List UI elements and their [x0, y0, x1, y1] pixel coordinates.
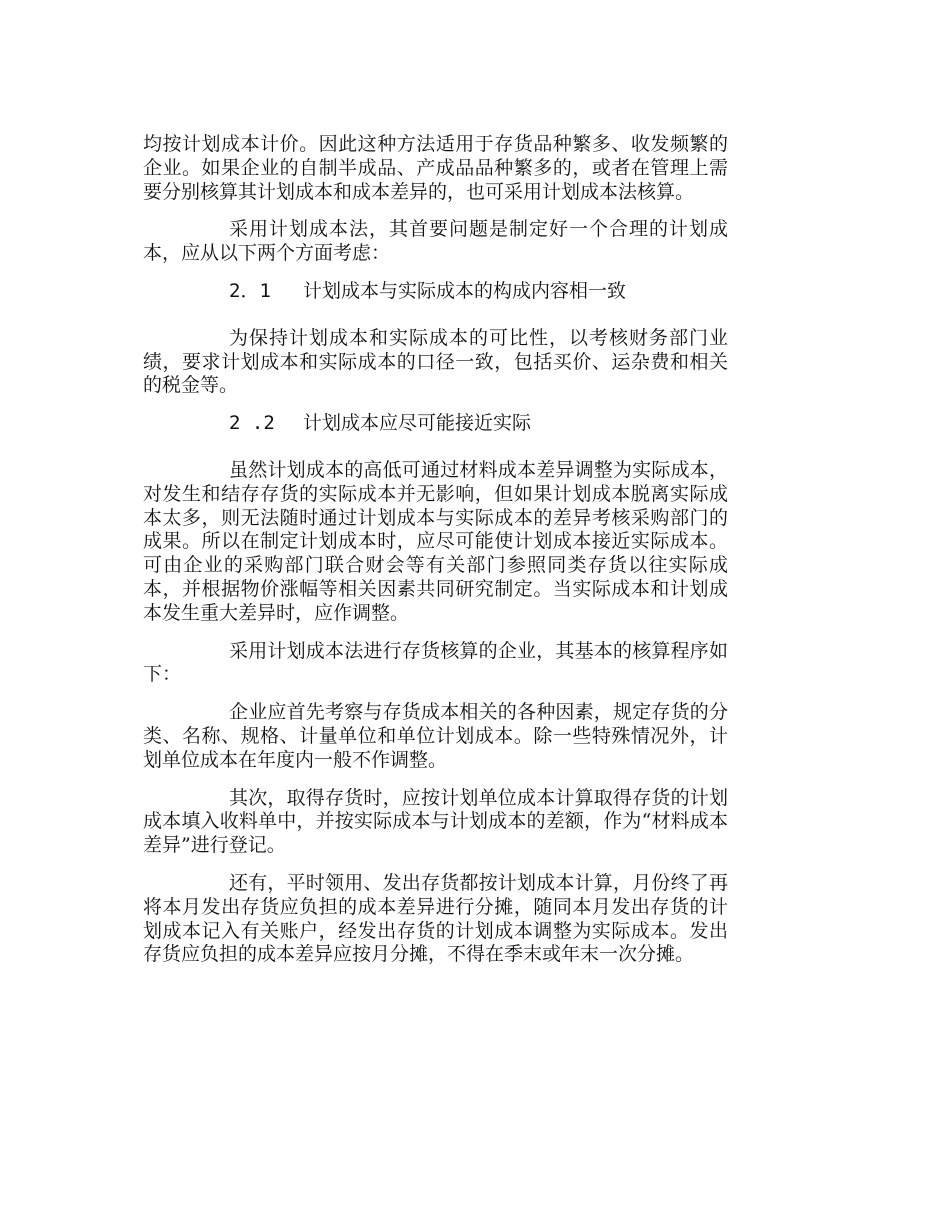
section-number: 2 .2 [229, 412, 275, 435]
paragraph-step-third: 还有，平时领用、发出存货都按计划成本计算，月份终了再将本月发出存货应负担的成本差异进行分摊，随同本月发出存货的计划成本记入有关账户，经发出存货的计划成本调整为实际成本。发出存货应负担的成本差异应按月分摊，不得在季末或年末一次分摊。 [143, 871, 728, 966]
document-page [143, 133, 728, 981]
paragraph-consistency: 为保持计划成本和实际成本的可比性，以考核财务部门业绩，要求计划成本和实际成本的口径一致，包括买价、运杂费和相关的税金等。 [143, 326, 728, 397]
paragraph-close-to-actual: 虽然计划成本的高低可通过材料成本差异调整为实际成本，对发生和结存存货的实际成本并无影响，但如果计划成本脱离实际成本太多，则无法随时通过计划成本与实际成本的差异考核采购部门的成果。所以在制定计划成本时，应尽可能使计划成本接近实际成本。可由企业的采购部门联合财会等有关部门参照同类存货以往实际成本，并根据物价涨幅等相关因素共同研究制定。当实际成本和计划成本发生重大差异时，应作调整。 [143, 458, 728, 624]
paragraph-intro-planned-cost: 采用计划成本法，其首要问题是制定好一个合理的计划成本，应从以下两个方面考虑： [143, 218, 728, 265]
section-heading-2-2 [143, 412, 728, 436]
paragraph-continuation: 均按计划成本计价。因此这种方法适用于存货品种繁多、收发频繁的企业。如果企业的自制半成品、产成品品种繁多的，或者在管理上需要分别核算其计划成本和成本差异的，也可采用计划成本法核算。 [143, 133, 728, 203]
paragraph-step-second: 其次，取得存货时，应按计划单位成本计算取得存货的计划成本填入收料单中，并按实际成本与计划成本的差额，作为“材料成本差异”进行登记。 [143, 786, 728, 857]
section-heading-2-1 [143, 280, 728, 304]
section-title: 计划成本应尽可能接近实际 [303, 412, 532, 435]
paragraph-procedure-intro: 采用计划成本法进行存货核算的企业，其基本的核算程序如下： [143, 639, 728, 686]
section-title: 计划成本与实际成本的构成内容相一致 [303, 279, 627, 302]
paragraph-step-first: 企业应首先考察与存货成本相关的各种因素，规定存货的分类、名称、规格、计量单位和单位计划成本。除一些特殊情况外，计划单位成本在年度内一般不作调整。 [143, 701, 728, 771]
section-number: 2．1 [229, 279, 271, 302]
